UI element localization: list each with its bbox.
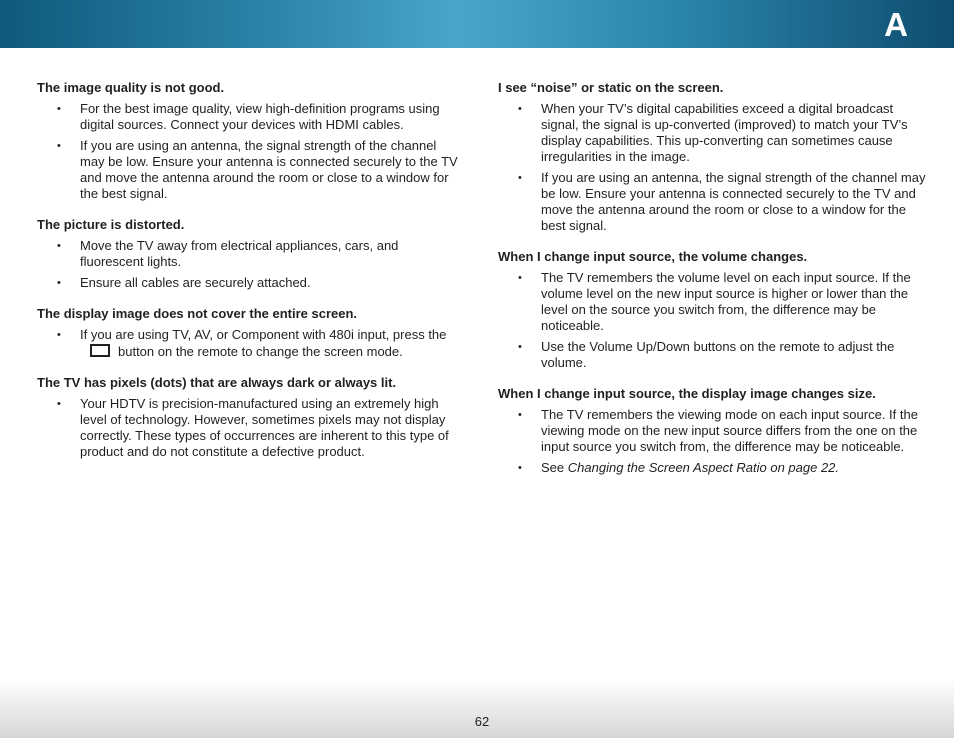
list-item: • Ensure all cables are securely attached. bbox=[57, 275, 311, 290]
page-number: 62 bbox=[474, 714, 490, 729]
bullet-icon: • bbox=[57, 103, 61, 115]
list-item: • Your HDTV is precision-manufactured using an extremely high level of technology. However, sometimes pixels may not display correctly. These types of occurrences are inherent to this type of product and do not constitute a defective product. bbox=[57, 396, 449, 459]
bullet-icon: • bbox=[518, 341, 522, 353]
bullet-icon: • bbox=[518, 409, 522, 421]
cross-reference-link[interactable]: Changing the Screen Aspect Ratio on page 22. bbox=[567, 460, 840, 475]
bullet-icon: • bbox=[518, 103, 522, 115]
section-title: The picture is distorted. bbox=[37, 217, 185, 232]
section-image-quality bbox=[37, 80, 462, 202]
list-item: • Move the TV away from electrical appliances, cars, and fluorescent lights. bbox=[57, 238, 399, 269]
bullet-icon: • bbox=[57, 329, 61, 341]
bullet-list bbox=[498, 407, 928, 476]
chapter-letter: A bbox=[884, 6, 908, 43]
bullet-icon: • bbox=[57, 240, 61, 252]
section-pixels-dark-or-lit bbox=[37, 375, 462, 460]
section-title: I see “noise” or static on the screen. bbox=[498, 80, 724, 95]
section-title: When I change input source, the volume changes. bbox=[498, 249, 808, 264]
section-title: The TV has pixels (dots) that are always dark or always lit. bbox=[37, 375, 397, 390]
bullet-list bbox=[498, 101, 928, 234]
wide-button-icon bbox=[90, 344, 110, 357]
section-title: The display image does not cover the entire screen. bbox=[37, 306, 358, 321]
bullet-icon: • bbox=[518, 272, 522, 284]
section-title: The image quality is not good. bbox=[37, 80, 225, 95]
right-column bbox=[498, 80, 928, 491]
bullet-list bbox=[37, 396, 462, 460]
bullet-icon: • bbox=[518, 172, 522, 184]
section-title: When I change input source, the display image changes size. bbox=[498, 386, 876, 401]
list-item: • Use the Volume Up/Down buttons on the remote to adjust the volume. bbox=[518, 339, 895, 370]
list-item: • If you are using TV, AV, or Component with 480i input, press thebutton on the remote to change the screen mode. bbox=[57, 327, 447, 359]
list-item: • For the best image quality, view high-definition programs using digital sources. Connect your devices with HDMI cables. bbox=[57, 101, 440, 132]
bullet-list bbox=[37, 238, 462, 291]
section-display-image-not-cover bbox=[37, 306, 462, 360]
left-column bbox=[37, 80, 462, 475]
section-volume-changes bbox=[498, 249, 928, 371]
bullet-list bbox=[37, 327, 462, 360]
list-item: • If you are using an antenna, the signal strength of the channel may be low. Ensure your antenna is connected securely to the TV and move the antenna around the room or close to a window for the best signal. bbox=[518, 170, 926, 233]
chapter-header-bar bbox=[0, 0, 954, 48]
list-item: • See Changing the Screen Aspect Ratio on page 22. bbox=[518, 460, 840, 475]
bullet-list bbox=[37, 101, 462, 202]
bullet-icon: • bbox=[57, 140, 61, 152]
bullet-icon: • bbox=[57, 398, 61, 410]
list-item: • When your TV’s digital capabilities exceed a digital broadcast signal, the signal is up-converted (improved) to match your TV’s display capabilities. This up-converting can sometimes cause irregularities in the image. bbox=[518, 101, 908, 164]
bullet-list bbox=[498, 270, 928, 371]
page-footer bbox=[0, 680, 954, 738]
list-item: • The TV remembers the volume level on each input source. If the volume level on the new input source is higher or lower than the level on the source you switch from, the difference may be noticeable. bbox=[518, 270, 911, 333]
list-item: • The TV remembers the viewing mode on each input source. If the viewing mode on the new input source differs from the one on the input source you switch from, the difference may be noticeable. bbox=[518, 407, 918, 454]
list-item: • If you are using an antenna, the signal strength of the channel may be low. Ensure your antenna is connected securely to the TV and move the antenna around the room or close to a window for the best signal. bbox=[57, 138, 458, 201]
section-noise-static bbox=[498, 80, 928, 234]
section-image-size-changes bbox=[498, 386, 928, 476]
bullet-icon: • bbox=[57, 277, 61, 289]
section-picture-distorted bbox=[37, 217, 462, 291]
bullet-icon: • bbox=[518, 462, 522, 474]
